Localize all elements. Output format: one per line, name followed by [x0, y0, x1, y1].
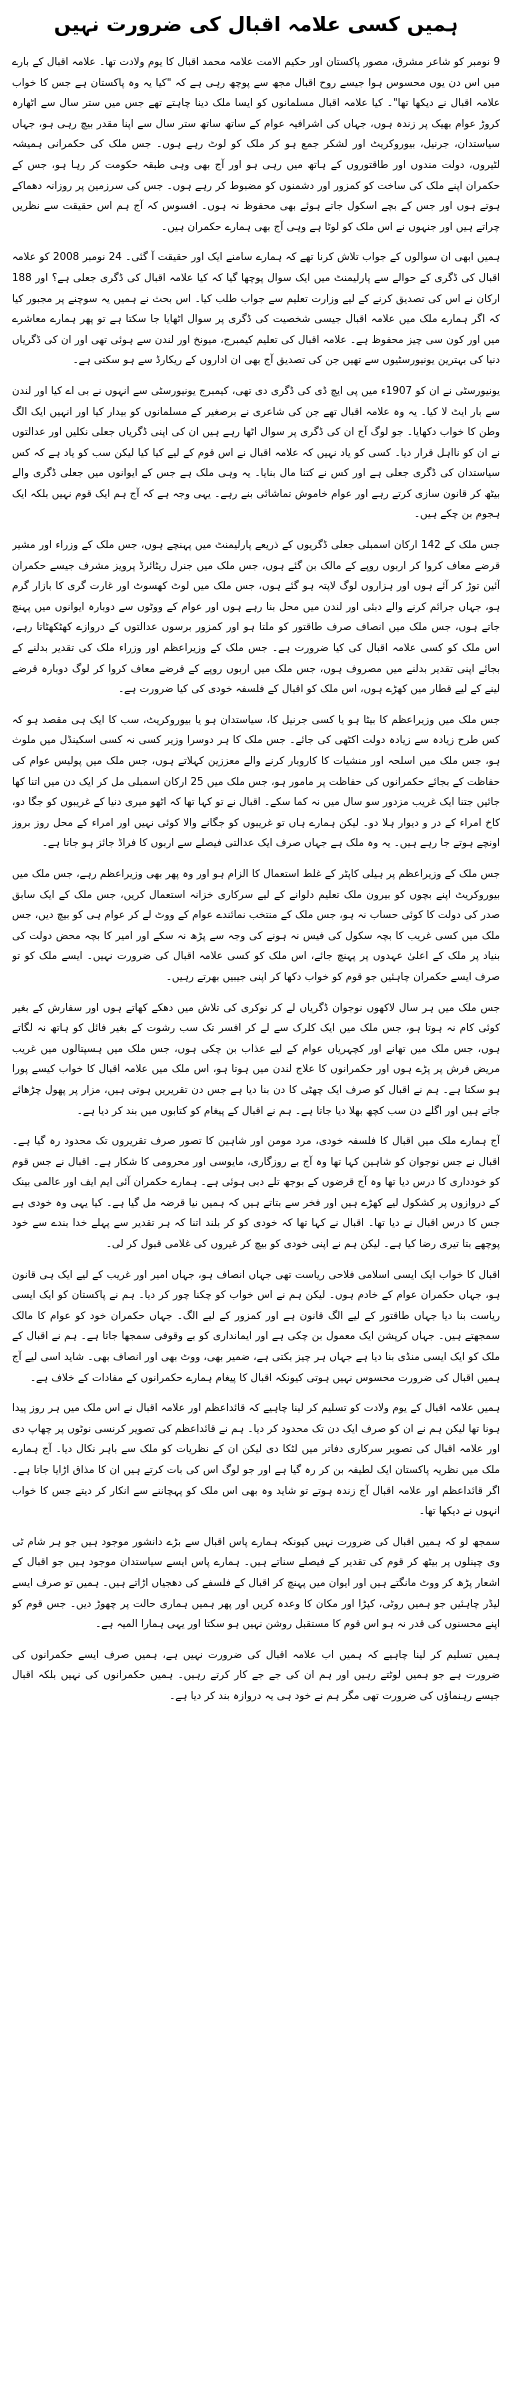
paragraph-10: ہمیں علامہ اقبال کے یوم ولادت کو تسلیم کر لینا چاہیے کہ قائداعظم اور علامہ اقبال نے اس ملک میں ہر روز پیدا ہونا تھا لیکن ہم نے ان کو صرف ایک دن تک محدود کر دیا۔ ہم نے قائداعظم کی تصویر کرنسی نوٹوں پر چھاپ دی اور علامہ اقبال کی تصویر سرکاری دفاتر میں لٹکا دی لیکن ان کے نظریات کو ملک سے باہر نکال دیا۔ آج ہمارے ملک میں نظریہ پاکستان ایک لطیفہ بن کر رہ گیا ہے اور جو لوگ اس کی بات کرتے ہیں ان کا مذاق اڑایا جاتا ہے۔ اگر قائداعظم اور علامہ اقبال آج زندہ ہوتے تو شاید وہ بھی اس ملک کو پہچاننے سے انکار کر دیتے جس کا خواب انہوں نے دیکھا تھا۔ — [12, 1402, 500, 1518]
paragraph-8: آج ہمارے ملک میں اقبال کا فلسفہ خودی، مرد مومن اور شاہین کا تصور صرف تقریروں تک محدود رہ گیا ہے۔ اقبال نے جس نوجوان کو شاہین کہا تھا وہ آج بے روزگاری، مایوسی اور محرومی کا شکار ہے۔ اقبال نے جس قوم کو خودداری کا درس دیا تھا وہ آج قرضوں کے بوجھ تلے دبی ہوئی ہے۔ ہمارے حکمران آئی ایم ایف اور عالمی بینک کے دروازوں پر کشکول لیے کھڑے ہیں اور فخر سے بتاتے ہیں کہ ہمیں نیا قرضہ مل گیا ہے۔ کیا یہی وہ خودی ہے جس کا درس اقبال نے دیا تھا۔ اقبال نے کہا تھا کہ خودی کو کر بلند اتنا کہ ہر تقدیر سے پہلے خدا بندے سے خود پوچھے بتا تیری رضا کیا ہے۔ لیکن ہم نے اپنی خودی کو بیچ کر غیروں کی غلامی قبول کر لی۔ — [12, 1135, 500, 1251]
paragraph-5: جس ملک میں وزیراعظم کا بیٹا ہو یا کسی جرنیل کا، سیاستدان ہو یا بیوروکریٹ، سب کا ایک ہی مقصد ہو کہ کس طرح زیادہ سے زیادہ دولت اکٹھی کی جائے۔ جس ملک کا ہر دوسرا وزیر کسی نہ کسی اسکینڈل میں ملوث ہو، جس ملک میں اسلحہ اور منشیات کا کاروبار کرنے والے معززین کہلاتے ہوں، جس ملک میں پولیس عوام کی حفاظت کے بجائے حکمرانوں کی حفاظت پر مامور ہو، جس ملک میں 25 ارکان اسمبلی مل کر ایک دن میں اتنا کھا جائیں جتنا ایک غریب مزدور سو سال میں نہ کما سکے۔ اقبال نے تو کہا تھا کہ اٹھو میری دنیا کے غریبوں کو جگا دو، کاخ امراء کے در و دیوار ہلا دو۔ لیکن ہمارے ہاں تو غریبوں کو جگانے والا کوئی نہیں اور امراء کے محل روز بروز اونچے ہوتے جا رہے ہیں۔ یہ وہ ملک ہے جہاں صرف ایک عدالتی فیصلے سے اربوں کا فراڈ جائز ہو جاتا ہے۔ — [12, 713, 500, 850]
paragraph-9: اقبال کا خواب ایک ایسی اسلامی فلاحی ریاست تھی جہاں انصاف ہو، جہاں امیر اور غریب کے لیے ایک ہی قانون ہو، جہاں حکمران عوام کے خادم ہوں۔ لیکن ہم نے اس خواب کو چکنا چور کر دیا۔ ہم نے پاکستان کو ایک ایسی ریاست بنا دیا جہاں طاقتور کے لیے الگ قانون ہے اور کمزور کے لیے الگ۔ جہاں حکمران خود کو عوام کا مالک سمجھتے ہیں۔ جہاں کرپشن ایک معمول بن چکی ہے اور ایمانداری کو بے وقوفی سمجھا جاتا ہے۔ ہم نے اقبال کے ملک کو ایک ایسی منڈی بنا دیا ہے جہاں ہر چیز بکتی ہے، ضمیر بھی، ووٹ بھی اور انصاف بھی۔ شاید اسی لیے آج ہمیں اقبال کی ضرورت محسوس نہیں ہوتی کیونکہ اقبال کا پیغام ہمارے حکمرانوں کے مفادات کے خلاف ہے۔ — [12, 1268, 500, 1384]
paragraph-2: ہمیں ابھی ان سوالوں کے جواب تلاش کرنا تھے کہ ہمارے سامنے ایک اور حقیقت آ گئی۔ 24 نومبر 2008 کو علامہ اقبال کی ڈگری کے حوالے سے پارلیمنٹ میں ایک سوال پوچھا گیا کہ کیا علامہ اقبال کی ڈگری جعلی ہے؟ اور 188 ارکان نے اس کی تصدیق کرنے کے لیے وزارت تعلیم سے جواب طلب کیا۔ اس بحث نے ہمیں یہ سوچنے پر مجبور کیا کہ اگر ہمارے ملک میں علامہ اقبال جیسی شخصیت کی ڈگری پر سوال اٹھایا جا سکتا ہے تو پھر ہمارے معاشرے میں اور کون سی چیز محفوظ ہے۔ علامہ اقبال کی تعلیم کیمبرج، میونخ اور لندن سے ہوئی تھی اور ان کی ڈگریاں دنیا کی بہترین یونیورسٹیوں سے تھیں جن کی تصدیق آج بھی ان اداروں کے ریکارڈ سے ہو سکتی ہے۔ — [12, 251, 500, 367]
paragraph-1: 9 نومبر کو شاعر مشرق، مصور پاکستان اور حکیم الامت علامہ محمد اقبال کا یوم ولادت تھا۔ علامہ اقبال کے بارے میں اس دن یوں محسوس ہوا جیسے روح اقبال مجھ سے پوچھ رہی ہے کہ "کیا یہ وہ پاکستان ہے جس کا خواب علامہ اقبال نے دیکھا تھا"۔ کیا علامہ اقبال مسلمانوں کو ایسا ملک دینا چاہتے تھے جس میں ستر سال سے اٹھارہ کروڑ عوام بھیک پر زندہ ہوں، جہاں کی اشرافیہ عوام کے ساتھ ساتھ ستر سال سے اپنا مقدر بیچ رہی ہو، جہاں سیاستدان، جرنیل، بیوروکریٹ اور لشکر جمع ہو کر ملک کو لوٹ رہے ہوں۔ جس ملک کی حکمرانی ہمیشہ لٹیروں، دولت مندوں اور طاقتوروں کے ہاتھ میں رہی ہو اور آج بھی وہی طبقہ حکومت کر رہا ہو، جس کے حکمران اپنے ملک کی ساخت کو کمزور اور دشمنوں کو مضبوط کر رہے ہوں۔ جس کی سرزمین پر روزانہ دھماکے ہوتے ہوں اور جس کے بچے اسکول جاتے ہوئے بھی محفوظ نہ ہوں۔ افسوس کہ آج ہم اس حقیقت سے نظریں چراتے ہیں اور جنہوں نے اس ملک کو لوٹا ہے وہی آج بھی ہمارے حکمران ہیں۔ — [12, 56, 500, 233]
article-title: ہمیں کسی علامہ اقبال کی ضرورت نہیں — [53, 12, 459, 36]
paragraph-3: یونیورسٹی نے ان کو 1907ء میں پی ایچ ڈی کی ڈگری دی تھی، کیمبرج یونیورسٹی سے انہوں نے بی اے کیا اور لندن سے بار ایٹ لا کیا۔ یہ وہ علامہ اقبال تھے جن کی شاعری نے برصغیر کے مسلمانوں کو بیدار کیا اور انہیں ایک الگ وطن کا خواب دکھایا۔ جو لوگ آج ان کی ڈگری پر سوال اٹھا رہے ہیں ان کی اپنی ڈگریاں جعلی نکلیں اور عدالتوں نے ان کو نااہل قرار دیا۔ کسی کو یاد نہیں کہ علامہ اقبال نے اس قوم کے لیے کیا کیا لیکن سب کو یاد ہے کہ کس سیاستدان کی ڈگری جعلی ہے اور کس نے کتنا مال بنایا۔ یہ وہی ملک ہے جس کے ایوانوں میں جعلی ڈگری والے بیٹھ کر قانون سازی کرتے رہے اور عوام خاموش تماشائی بنے رہے۔ یہی وجہ ہے کہ آج ہم ایک قوم نہیں بلکہ ایک ہجوم بن چکے ہیں۔ — [12, 384, 500, 521]
paragraph-11: سمجھ لو کہ ہمیں اقبال کی ضرورت نہیں کیونکہ ہمارے پاس اقبال سے بڑے دانشور موجود ہیں جو ہر شام ٹی وی چینلوں پر بیٹھ کر قوم کی تقدیر کے فیصلے سناتے ہیں۔ ہمارے پاس ایسے سیاستدان موجود ہیں جو اقبال کے اشعار پڑھ کر ووٹ مانگتے ہیں اور ایوان میں پہنچ کر اقبال کے فلسفے کی دھجیاں اڑاتے ہیں۔ ہمیں تو صرف ایسے لیڈر چاہئیں جو ہمیں روٹی، کپڑا اور مکان کا وعدہ کریں اور پھر ہمیں ہماری حالت پر چھوڑ دیں۔ جس قوم کو اپنے محسنوں کی قدر نہ ہو اس قوم کا مستقبل روشن نہیں ہو سکتا اور یہی ہمارا المیہ ہے۔ — [12, 1535, 500, 1631]
paragraph-7: جس ملک میں ہر سال لاکھوں نوجوان ڈگریاں لے کر نوکری کی تلاش میں دھکے کھاتے ہوں اور سفارش کے بغیر کوئی کام نہ ہوتا ہو، جس ملک میں ایک کلرک سے لے کر افسر تک سب رشوت کے بغیر فائل کو ہاتھ نہ لگاتے ہوں، جس ملک میں تھانے اور کچہریاں عوام کے لیے عذاب بن چکی ہوں، جس ملک میں ہسپتالوں میں غریب مریض فرش پر پڑے ہوں اور حکمرانوں کا علاج لندن میں ہوتا ہو، اس ملک میں علامہ اقبال کا خواب کیسے پورا ہو سکتا ہے۔ ہم نے اقبال کو صرف ایک چھٹی کا دن بنا دیا ہے جس دن تقریریں ہوتی ہیں، مزار پر پھول چڑھائے جاتے ہیں اور اگلے دن سب کچھ بھلا دیا جاتا ہے۔ ہم نے اقبال کے پیغام کو کتابوں میں بند کر دیا ہے۔ — [12, 1001, 500, 1117]
article-body — [12, 52, 500, 2379]
paragraph-4: جس ملک کے 142 ارکان اسمبلی جعلی ڈگریوں کے ذریعے پارلیمنٹ میں پہنچے ہوں، جس ملک کے وزراء اور مشیر قرضے معاف کروا کر اربوں روپے کے مالک بن گئے ہوں، جس ملک میں جنرل ریٹائرڈ پرویز مشرف جیسے حکمران آئین توڑ کر آئے ہوں اور ہزاروں لوگ لاپتہ ہو گئے ہوں، جس ملک میں لوٹ کھسوٹ اور غارت گری کا بازار گرم ہو، جہاں جرائم کرنے والے دبئی اور لندن میں محل بنا رہے ہوں اور عوام کے ووٹوں سے دوبارہ ایوانوں میں پہنچ جاتے ہوں، جس ملک میں انصاف صرف طاقتور کو ملتا ہو اور کمزور برسوں عدالتوں کے دروازے کھٹکھٹاتا رہے، اس ملک کو کسی علامہ اقبال کی کیا ضرورت ہے۔ جس ملک کے وزیراعظم اور وزراء ملک کی تقدیر بدلنے کے بجائے اپنی تقدیر بدلنے میں مصروف ہوں، جس ملک میں اربوں روپے کے قرضے معاف کروا کر لوگ دوبارہ قرضے لینے کے لیے قطار میں کھڑے ہوں، اس ملک کو اقبال کے فلسفہ خودی کی کیا ضرورت ہے۔ — [12, 539, 500, 696]
paragraph-6: جس ملک کے وزیراعظم پر ہیلی کاپٹر کے غلط استعمال کا الزام ہو اور وہ پھر بھی وزیراعظم رہے، جس ملک میں بیوروکریٹ اپنے بچوں کو بیرون ملک تعلیم دلوانے کے لیے سرکاری خزانہ استعمال کریں، جس ملک کے ایک سابق صدر کی دولت کا کوئی حساب نہ ہو، جس ملک کے منتخب نمائندے عوام کے ووٹ لے کر عوام ہی کو بیچ دیں، جس ملک میں کسی غریب کا بچہ سکول کی فیس نہ ہونے کی وجہ سے پڑھ نہ سکے اور امیر کا بچہ محض دولت کی بنیاد پر ملک کے اعلیٰ عہدوں پر پہنچ جائے، اس ملک کو کسی علامہ اقبال کی ضرورت نہیں۔ ایسے ملک کو تو صرف ایسے حکمران چاہئیں جو قوم کو خواب دکھا کر اپنی جیبیں بھرتے رہیں۔ — [12, 867, 500, 983]
paragraph-12: ہمیں تسلیم کر لینا چاہیے کہ ہمیں اب علامہ اقبال کی ضرورت نہیں ہے، ہمیں صرف ایسے حکمرانوں کی ضرورت ہے جو ہمیں لوٹتے رہیں اور ہم ان کی جے جے کار کرتے رہیں۔ ہمیں حکمرانوں کی نہیں بلکہ اقبال جیسے رہنماؤں کی ضرورت تھی مگر ہم نے خود ہی یہ دروازہ بند کر دیا ہے۔ — [12, 1648, 500, 1702]
